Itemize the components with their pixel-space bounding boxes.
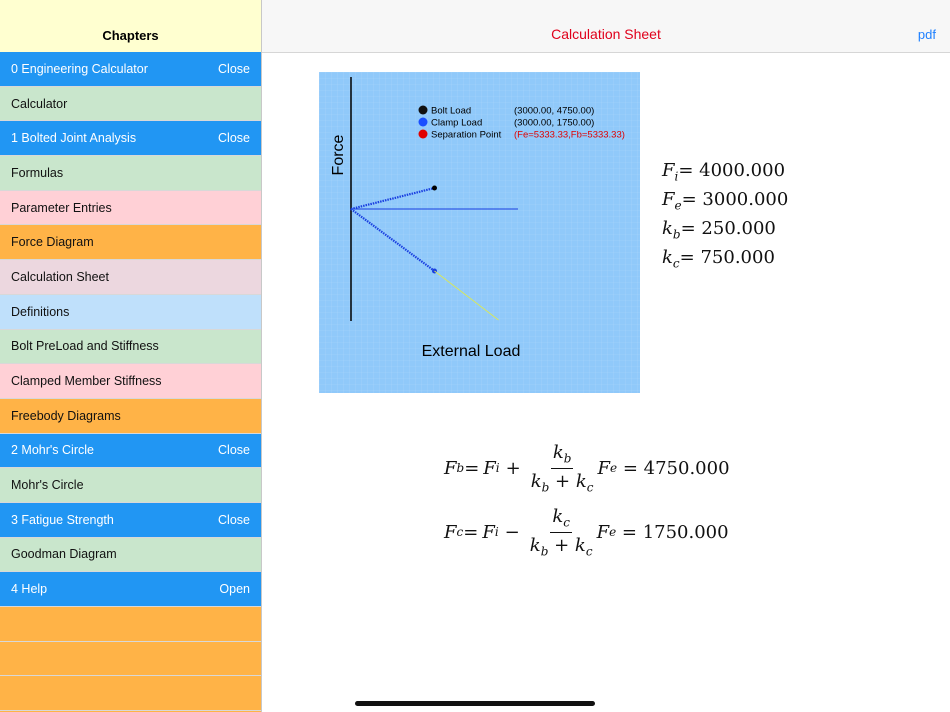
sidebar-item-label: 3 Fatigue Strength <box>11 512 114 527</box>
eq-lhs: F <box>444 457 457 479</box>
eq-lhs-sub: c <box>456 525 464 540</box>
eq-num-sub: b <box>563 451 572 466</box>
sidebar-empty-row <box>0 642 261 677</box>
sidebar-item-action[interactable]: Open <box>219 582 250 597</box>
sidebar-item[interactable] <box>0 121 261 156</box>
legend-series-value: (Fe=5333.33,Fb=5333.33) <box>514 129 625 141</box>
parameter-value: $F_i= 4000.000$ <box>662 160 786 184</box>
home-indicator[interactable] <box>355 701 595 706</box>
sidebar-item[interactable] <box>0 364 261 399</box>
sidebar-item-label: Calculation Sheet <box>11 269 109 284</box>
param-sub: i <box>674 169 679 184</box>
eq-operator: − <box>504 521 520 543</box>
legend-marker <box>419 130 428 139</box>
sidebar-item-label: Parameter Entries <box>11 200 112 215</box>
legend-series-name: Clamp Load <box>431 117 483 129</box>
legend-marker <box>419 118 428 127</box>
sidebar-item[interactable] <box>0 538 261 573</box>
legend-series-name: Separation Point <box>431 129 502 141</box>
sidebar-item-label: Calculator <box>11 96 68 111</box>
sidebar-item[interactable] <box>0 399 261 434</box>
sidebar-item-label: Formulas <box>11 165 64 180</box>
sidebar-item-label: 1 Bolted Joint Analysis <box>11 131 137 146</box>
sidebar-item[interactable] <box>0 87 261 122</box>
eq-result: 4750.000 <box>643 457 730 479</box>
sidebar-item-label: 2 Mohr's Circle <box>11 443 94 458</box>
stiffness-fraction: $\frac{k_c}{k_b + k_c}$ <box>529 506 593 559</box>
sidebar-item-label: Mohr's Circle <box>11 478 84 493</box>
chapter-list <box>0 52 261 711</box>
param-symbol: F <box>662 160 675 181</box>
parameter-value: $k_c= 750.000$ <box>662 247 775 271</box>
sidebar-item[interactable] <box>0 260 261 295</box>
sidebar-item-label: Definitions <box>11 304 70 319</box>
sidebar-item[interactable] <box>0 468 261 503</box>
sidebar-item[interactable] <box>0 503 261 538</box>
sidebar-item[interactable] <box>0 225 261 260</box>
sidebar-header <box>0 0 261 52</box>
bolt-load-point <box>432 186 437 191</box>
sidebar-item-label: 0 Engineering Calculator <box>11 61 148 76</box>
sidebar-item-label: 4 Help <box>11 582 48 597</box>
param-sub: c <box>672 256 680 271</box>
param-symbol: k <box>662 247 673 268</box>
y-axis-label: Force <box>330 134 347 176</box>
sidebar-item-label: Goodman Diagram <box>11 547 117 562</box>
chart-legend <box>419 106 625 141</box>
param-sub: e <box>674 198 682 213</box>
force-diagram-chart <box>319 72 640 393</box>
bolt-load-equation: F b = F i + $\frac{k_b}{k_b + k_c}$ F e = 4750.000 <box>444 442 730 495</box>
sidebar-item-label: Freebody Diagrams <box>11 408 121 423</box>
clamp-load-equation: F c = F i − $\frac{k_c}{k_b + k_c}$ F e = 1750.000 <box>444 506 729 559</box>
stiffness-fraction: $\frac{k_b}{k_b + k_c}$ <box>530 442 594 495</box>
chapters-sidebar <box>0 0 261 712</box>
sidebar-item[interactable] <box>0 295 261 330</box>
sidebar-item-label: Clamped Member Stiffness <box>11 374 162 389</box>
eq-lhs: F <box>444 521 457 543</box>
sidebar-item[interactable] <box>0 330 261 365</box>
sidebar-item-action[interactable]: Close <box>218 443 250 458</box>
param-number: 750.000 <box>700 247 775 268</box>
sidebar-item-action[interactable]: Close <box>218 61 250 76</box>
legend-series-name: Bolt Load <box>431 105 472 117</box>
pdf-button[interactable]: pdf <box>917 27 936 42</box>
sidebar-item[interactable] <box>0 52 261 87</box>
parameter-value: $k_b= 250.000$ <box>662 218 776 242</box>
page-title: Calculation Sheet <box>551 26 661 42</box>
sidebar-empty-row <box>0 676 261 711</box>
legend-series-value: (3000.00, 1750.00) <box>514 117 595 129</box>
eq-lhs-sub: b <box>456 461 465 476</box>
legend-series-value: (3000.00, 4750.00) <box>514 105 595 117</box>
sidebar-item-action[interactable]: Close <box>218 131 250 146</box>
param-symbol: k <box>662 218 673 239</box>
eq-operator: + <box>505 457 521 479</box>
x-axis-label: External Load <box>421 343 521 360</box>
eq-result: 1750.000 <box>642 521 729 543</box>
sidebar-empty-row <box>0 607 261 642</box>
sidebar-divider <box>261 0 262 712</box>
param-number: 3000.000 <box>702 189 789 210</box>
sidebar-item[interactable] <box>0 434 261 469</box>
param-number: 4000.000 <box>699 160 786 181</box>
sidebar-item-label: Bolt PreLoad and Stiffness <box>11 339 159 354</box>
sidebar-item-label: Force Diagram <box>11 235 94 250</box>
sidebar-item[interactable] <box>0 572 261 607</box>
nav-bar <box>262 0 950 53</box>
legend-marker <box>419 106 428 115</box>
sidebar-item[interactable] <box>0 191 261 226</box>
param-number: 250.000 <box>701 218 776 239</box>
eq-num-sub: c <box>563 515 570 530</box>
sidebar-item-action[interactable]: Close <box>218 512 250 527</box>
sidebar-title: Chapters <box>102 28 159 43</box>
parameter-value: $F_e= 3000.000$ <box>662 189 789 213</box>
param-symbol: F <box>662 189 675 210</box>
sidebar-item[interactable] <box>0 156 261 191</box>
param-sub: b <box>672 227 681 242</box>
